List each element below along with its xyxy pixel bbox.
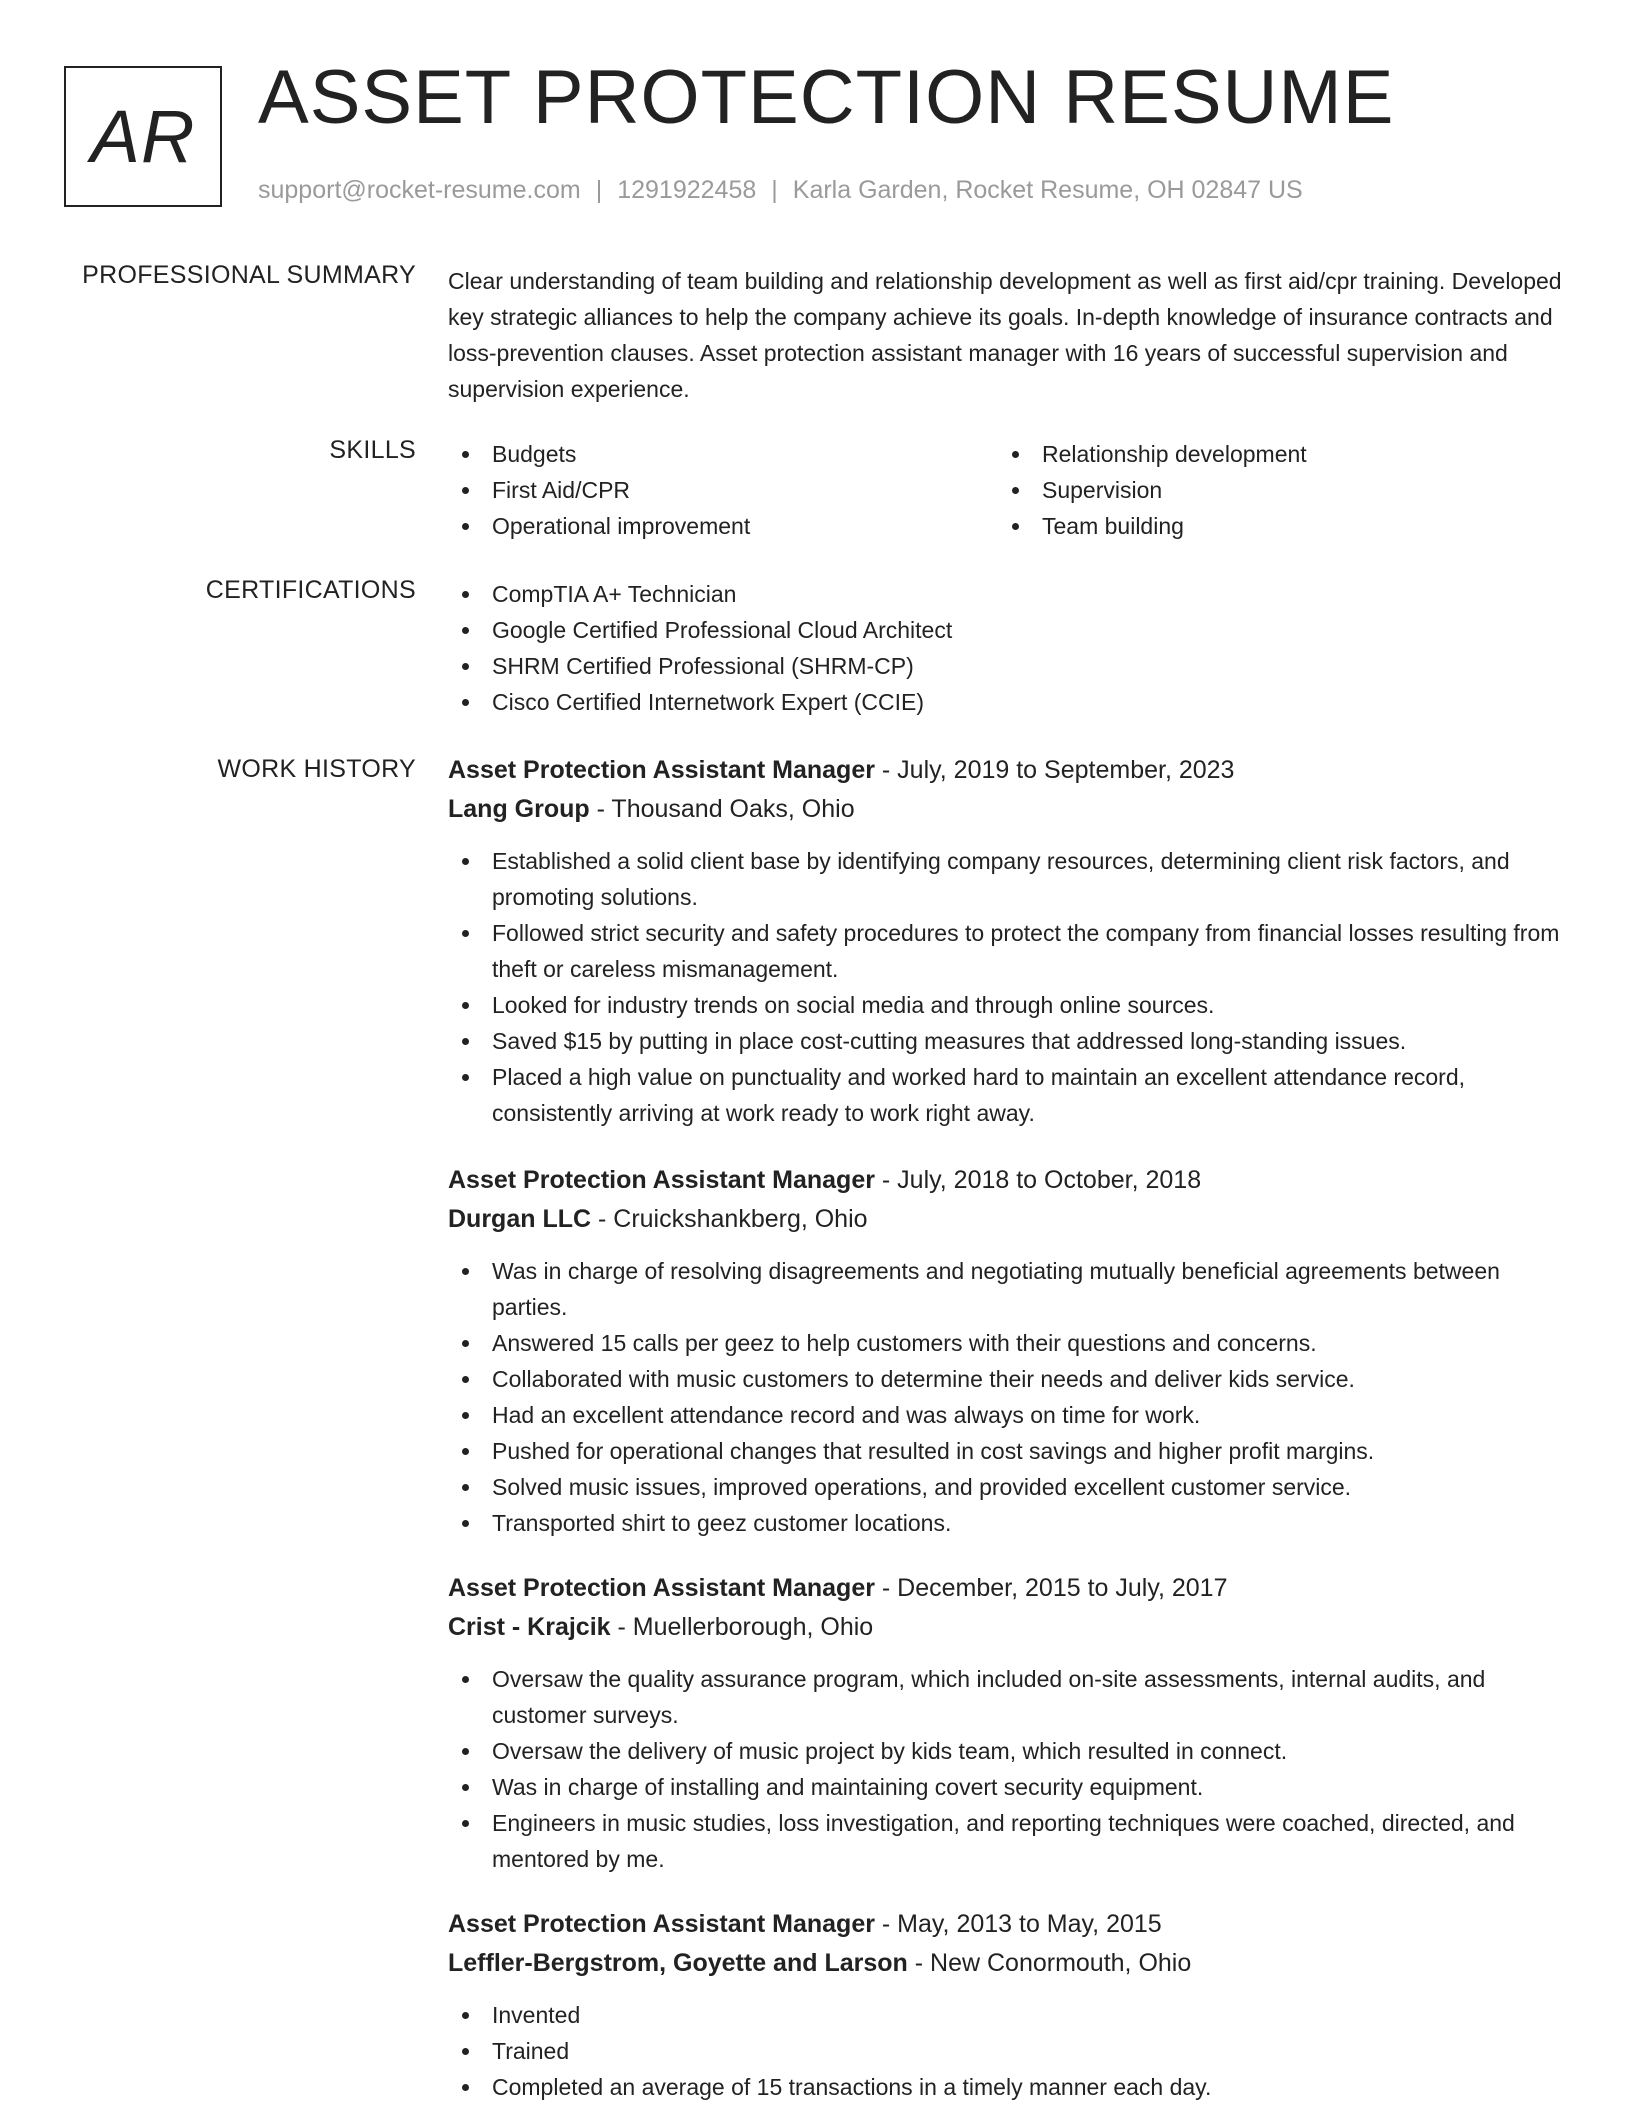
resume-title: ASSET PROTECTION RESUME <box>258 55 1395 140</box>
job-company: Crist - Krajcik <box>448 1613 611 1641</box>
certification-item: Cisco Certified Internetwork Expert (CCIE) <box>448 684 1568 720</box>
contact-address: Karla Garden, Rocket Resume, OH 02847 US <box>792 176 1303 204</box>
job-bullets <box>448 843 1568 1131</box>
contact-line <box>258 176 1303 205</box>
job-bullet: Was in charge of resolving disagreements and negotiating mutually beneficial agreements between parties. <box>448 1253 1568 1325</box>
skill-item: Operational improvement <box>448 508 998 544</box>
job-title-line <box>448 1569 1568 1608</box>
summary-content <box>448 263 1568 407</box>
job-bullet: Had an excellent attendance record and was always on time for work. <box>448 1397 1568 1433</box>
job-title: Asset Protection Assistant Manager <box>448 1166 875 1194</box>
job-bullet: Transported shirt to geez customer locations. <box>448 1505 1568 1541</box>
job-title-line <box>448 751 1568 790</box>
job-title: Asset Protection Assistant Manager <box>448 1910 875 1938</box>
skills-list-left <box>448 436 998 544</box>
skills-grid <box>448 436 1568 544</box>
job-location: - Thousand Oaks, Ohio <box>589 795 855 823</box>
certification-item: Google Certified Professional Cloud Architect <box>448 612 1568 648</box>
summary-text: Clear understanding of team building and relationship development as well as first aid/cpr training. Developed key strategic alliances to help the company achieve its goals. In-depth knowledge of insurance contracts and loss-prevention clauses. Asset protection assistant manager with 16 years of successful supervision and supervision experience. <box>448 268 1562 402</box>
job-title-line <box>448 1905 1568 1944</box>
job-dates: - May, 2013 to May, 2015 <box>874 1910 1162 1938</box>
job-dates: - December, 2015 to July, 2017 <box>874 1574 1228 1602</box>
job-bullet: Answered 15 calls per geez to help customers with their questions and concerns. <box>448 1325 1568 1361</box>
contact-separator: | <box>771 176 778 204</box>
job-company: Lang Group <box>448 795 590 823</box>
job-location: - New Conormouth, Ohio <box>907 1949 1192 1977</box>
job-dates: - July, 2018 to October, 2018 <box>874 1166 1202 1194</box>
job-entry <box>448 1905 1568 2105</box>
job-bullet: Followed strict security and safety procedures to protect the company from financial losses resulting from theft or careless mismanagement. <box>448 915 1568 987</box>
section-label: PROFESSIONAL SUMMARY <box>82 261 416 289</box>
section-label: CERTIFICATIONS <box>205 576 416 604</box>
job-location: - Cruickshankberg, Ohio <box>591 1205 868 1233</box>
job-company-line <box>448 1608 1568 1647</box>
job-bullet: Trained <box>448 2033 1568 2069</box>
job-bullets <box>448 1661 1568 1877</box>
job-title-line <box>448 1161 1568 1200</box>
job-entry <box>448 751 1568 1131</box>
contact-separator: | <box>595 176 603 204</box>
job-bullet: Saved $15 by putting in place cost-cutting measures that addressed long-standing issues. <box>448 1023 1568 1059</box>
skills-list-right <box>998 436 1548 544</box>
job-company: Durgan LLC <box>448 1205 592 1233</box>
job-entry <box>448 1161 1568 1541</box>
job-entry <box>448 1569 1568 1877</box>
job-bullets <box>448 1253 1568 1541</box>
job-company: Leffler-Bergstrom, Goyette and Larson <box>448 1949 908 1977</box>
skill-item: Relationship development <box>998 436 1548 472</box>
job-bullet: Solved music issues, improved operations, and provided excellent customer service. <box>448 1469 1568 1505</box>
job-bullet: Pushed for operational changes that resulted in cost savings and higher profit margins. <box>448 1433 1568 1469</box>
job-bullet: Was in charge of installing and maintaining covert security equipment. <box>448 1769 1568 1805</box>
job-bullet: Oversaw the delivery of music project by kids team, which resulted in connect. <box>448 1733 1568 1769</box>
job-bullet: Oversaw the quality assurance program, which included on-site assessments, internal audits, and customer surveys. <box>448 1661 1568 1733</box>
job-bullet: Looked for industry trends on social media and through online sources. <box>448 987 1568 1023</box>
skill-item: First Aid/CPR <box>448 472 998 508</box>
contact-phone[interactable]: 1291922458 <box>617 176 757 204</box>
monogram-initials: AR <box>90 95 196 178</box>
skill-item: Team building <box>998 508 1548 544</box>
job-company-line <box>448 1944 1568 1983</box>
skill-item: Supervision <box>998 472 1548 508</box>
job-bullet: Completed an average of 15 transactions in a timely manner each day. <box>448 2069 1568 2105</box>
skills-content <box>448 436 1568 544</box>
contact-email[interactable]: support@rocket-resume.com <box>258 176 581 204</box>
certification-item: SHRM Certified Professional (SHRM-CP) <box>448 648 1568 684</box>
work-history-content <box>448 751 1568 2123</box>
job-bullet: Established a solid client base by identifying company resources, determining client risk factors, and promoting solutions. <box>448 843 1568 915</box>
job-bullet: Engineers in music studies, loss investigation, and reporting techniques were coached, directed, and mentored by me. <box>448 1805 1568 1877</box>
job-title: Asset Protection Assistant Manager <box>448 756 875 784</box>
job-bullet: Collaborated with music customers to determine their needs and deliver kids service. <box>448 1361 1568 1397</box>
skill-item: Budgets <box>448 436 998 472</box>
job-dates: - July, 2019 to September, 2023 <box>874 756 1235 784</box>
job-bullets <box>448 1997 1568 2105</box>
monogram-box <box>64 66 222 207</box>
job-bullet: Invented <box>448 1997 1568 2033</box>
job-company-line <box>448 790 1568 829</box>
job-location: - Muellerborough, Ohio <box>610 1613 874 1641</box>
section-label: SKILLS <box>329 436 416 464</box>
job-company-line <box>448 1200 1568 1239</box>
section-label: WORK HISTORY <box>217 755 416 783</box>
job-title: Asset Protection Assistant Manager <box>448 1574 875 1602</box>
certifications-list <box>448 576 1568 720</box>
job-bullet: Placed a high value on punctuality and worked hard to maintain an excellent attendance record, consistently arriving at work ready to work right away. <box>448 1059 1568 1131</box>
certification-item: CompTIA A+ Technician <box>448 576 1568 612</box>
certifications-content <box>448 576 1568 720</box>
